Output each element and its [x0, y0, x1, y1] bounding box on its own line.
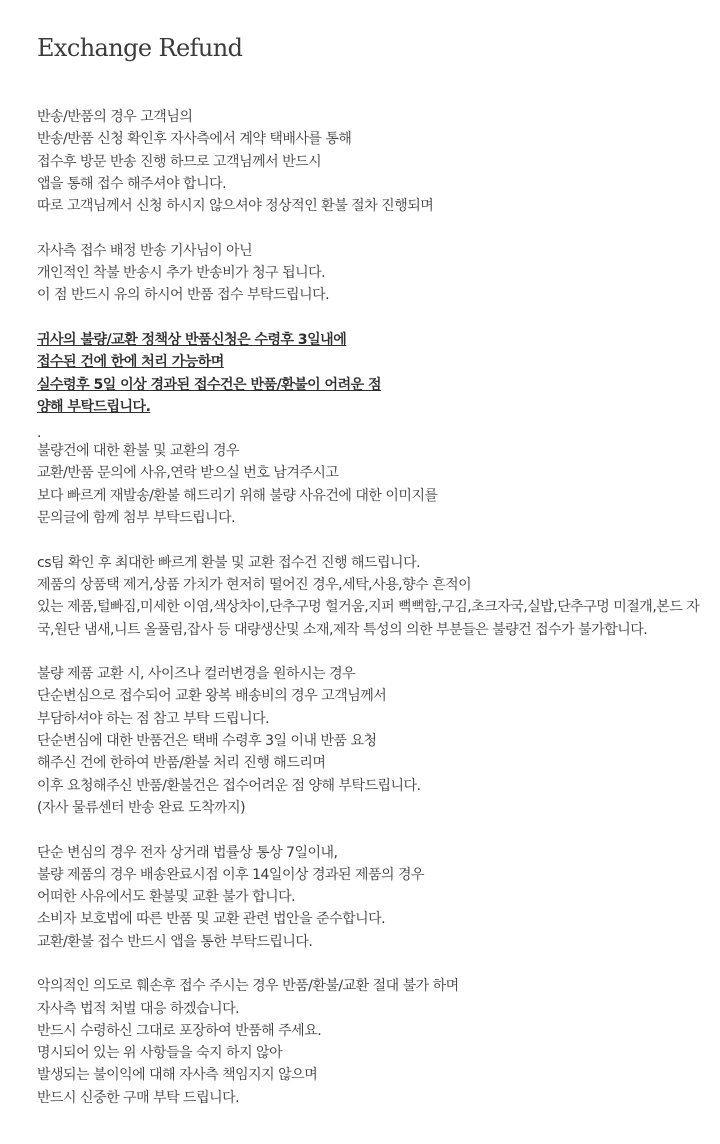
legal-period-paragraph [37, 842, 713, 953]
text-line: 접수후 방문 반송 진행 하므로 고객님께서 반드시 [37, 153, 322, 170]
text-line: 교환/환불 접수 반드시 앱을 통한 부탁드립니다. [37, 933, 313, 950]
policy-body [37, 106, 713, 1109]
text-line: 단순변심에 대한 반품건은 택배 수령후 3일 이내 반품 요청 [37, 733, 377, 750]
notice-line: 실수령후 5일 이상 경과된 접수건은 반품/환불이 어려운 점 [37, 376, 382, 393]
page-title: Exchange Refund [37, 34, 243, 62]
size-color-change-paragraph [37, 663, 713, 819]
text-line: 개인적인 착불 반송시 추가 반송비가 청구 됩니다. [37, 265, 326, 282]
text-line: 자사측 법적 처벌 대응 하겠습니다. [37, 1000, 240, 1017]
text-line: 앱을 통해 접수 해주셔야 합니다. [37, 175, 227, 192]
text-line: 제품의 상품택 제거,상품 가치가 현저히 떨어진 경우,세탁,사용,향수 흔적이 [37, 576, 472, 593]
text-line: 발생되는 불이익에 대해 자사측 책임지지 않으며 [37, 1067, 318, 1084]
text-line: 단순변심으로 접수되어 교환 왕복 배송비의 경우 고객님께서 [37, 688, 387, 705]
text-line: 명시되어 있는 위 사항들을 숙지 하지 않아 [37, 1045, 283, 1062]
text-line: 단순 변심의 경우 전자 상거래 법률상 통상 7일이내, [37, 844, 338, 861]
malicious-damage-paragraph [37, 975, 713, 1109]
refund-policy-page [37, 30, 713, 1131]
return-procedure-paragraph [37, 106, 713, 217]
text-line: 따로 고객님께서 신청 하시지 않으셔야 정상적인 환불 절차 진행되며 [37, 198, 434, 215]
text-line: 불량 제품의 경우 배송완료시점 이후 14일이상 경과된 제품의 경우 [37, 866, 425, 883]
text-line: 문의글에 함께 첨부 부탁드립니다. [37, 510, 236, 527]
text-line: 불량 제품 교환 시, 사이즈나 컬러변경을 원하시는 경우 [37, 666, 356, 683]
cs-check-paragraph [37, 552, 713, 641]
text-line: 해주신 건에 한하여 반품/환불 처리 진행 해드리며 [37, 755, 326, 772]
return-fee-paragraph [37, 240, 713, 307]
notice-line: 양해 부탁드립니다. [37, 398, 151, 415]
text-line: 부담하셔야 하는 점 참고 부탁 드립니다. [37, 710, 270, 727]
text-line: 교환/반품 문의에 사유,연락 받으실 번호 남겨주시고 [37, 465, 339, 482]
text-line: 반드시 신중한 구매 부탁 드립니다. [37, 1089, 240, 1106]
text-line: 보다 빠르게 재발송/환불 해드리기 위해 불량 사유건에 대한 이미지를 [37, 487, 438, 504]
text-line: 반송/반품의 경우 고객님의 [37, 109, 193, 125]
defect-exchange-paragraph [37, 440, 713, 529]
text-line: cs팀 확인 후 최대한 빠르게 환불 및 교환 접수건 진행 해드립니다. [37, 554, 421, 571]
text-line: 이후 요청해주신 반품/환불건은 접수어려운 점 양해 부탁드립니다. [37, 777, 421, 794]
policy-notice [37, 329, 713, 418]
text-line: 반송/반품 신청 확인후 자사측에서 계약 택배사를 통해 [37, 131, 352, 148]
text-line: 악의적인 의도로 훼손후 접수 주시는 경우 반품/환불/교환 절대 불가 하며 [37, 978, 459, 995]
text-line: (자사 물류센터 반송 완료 도착까지) [37, 799, 246, 816]
notice-line: 접수된 건에 한에 처리 가능하며 [37, 354, 224, 371]
separator-dot: . [37, 425, 41, 442]
text-line: 이 점 반드시 유의 하시어 반품 접수 부탁드립니다. [37, 287, 330, 304]
text-line: 어떠한 사유에서도 환불및 교환 불가 합니다. [37, 889, 296, 906]
text-line: 불량건에 대한 환불 및 교환의 경우 [37, 443, 240, 460]
text-line: 자사측 접수 배정 반송 기사님이 아닌 [37, 242, 253, 259]
text-line: 있는 제품,털빠짐,미세한 이염,색상차이,단추구멍 헐거움,지퍼 뻑뻑함,구김,초크자국,실밥,단추구멍 미절개,본드 자국,원단 냄새,니트 올풀림,잡사 등 대량생산및 소재,제작 특성의 의한 부분들은 불량건 접수가 불가합니다. [37, 599, 700, 638]
notice-line: 귀사의 불량/교환 정책상 반품신청은 수령후 3일내에 [37, 331, 347, 348]
text-line: 반드시 수령하신 그대로 포장하여 반품해 주세요. [37, 1022, 322, 1039]
text-line: 소비자 보호법에 따른 반품 및 교환 관련 법안을 준수합니다. [37, 911, 386, 928]
